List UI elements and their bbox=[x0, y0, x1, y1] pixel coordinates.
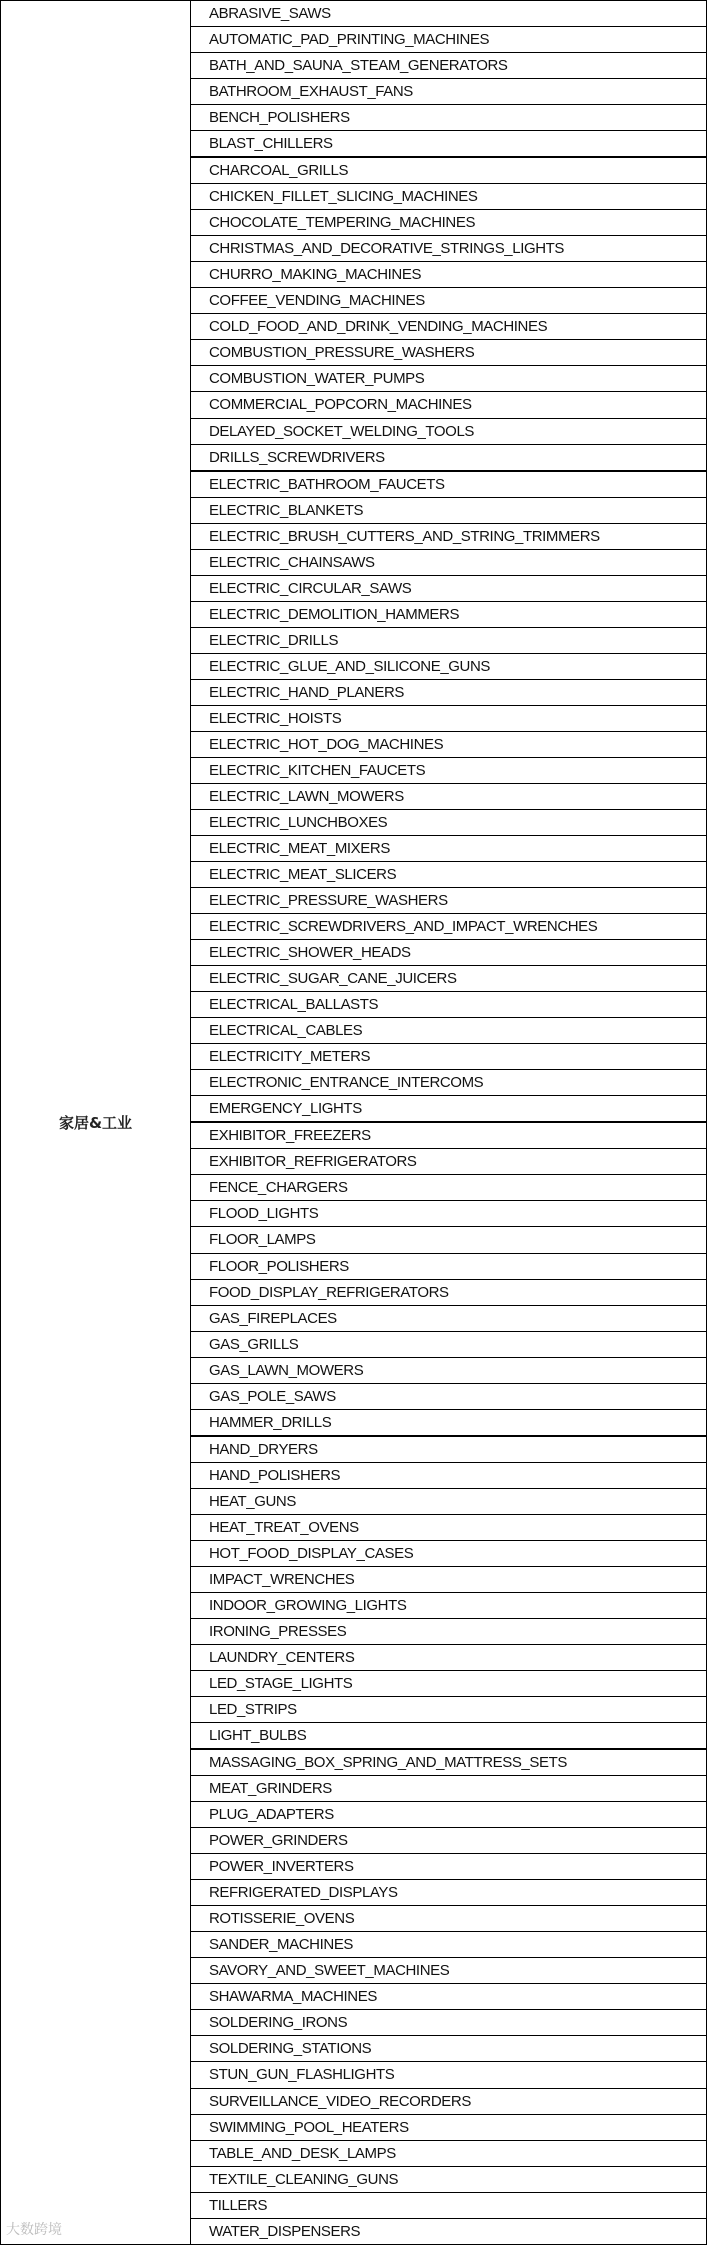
table-row: COMBUSTION_WATER_PUMPS bbox=[191, 365, 706, 391]
table-row: ELECTRIC_DRILLS bbox=[191, 627, 706, 653]
table-row: CHURRO_MAKING_MACHINES bbox=[191, 261, 706, 287]
table-row: AUTOMATIC_PAD_PRINTING_MACHINES bbox=[191, 26, 706, 52]
table-row: ELECTRIC_KITCHEN_FAUCETS bbox=[191, 757, 706, 783]
table-row: HEAT_GUNS bbox=[191, 1488, 706, 1514]
table-row: ELECTRIC_LAWN_MOWERS bbox=[191, 783, 706, 809]
table-row: SWIMMING_POOL_HEATERS bbox=[191, 2114, 706, 2140]
table-row: DRILLS_SCREWDRIVERS bbox=[191, 444, 706, 470]
table-row: ELECTRICAL_CABLES bbox=[191, 1017, 706, 1043]
table-row: SANDER_MACHINES bbox=[191, 1931, 706, 1957]
table-row: ELECTRIC_CIRCULAR_SAWS bbox=[191, 575, 706, 601]
table-row: COLD_FOOD_AND_DRINK_VENDING_MACHINES bbox=[191, 313, 706, 339]
table-row: GAS_FIREPLACES bbox=[191, 1305, 706, 1331]
table-row: INDOOR_GROWING_LIGHTS bbox=[191, 1592, 706, 1618]
table-row: ABRASIVE_SAWS bbox=[209, 5, 331, 23]
table-row: ELECTRIC_SCREWDRIVERS_AND_IMPACT_WRENCHES bbox=[191, 913, 706, 939]
table-row: LED_STAGE_LIGHTS bbox=[191, 1670, 706, 1696]
table-row: ELECTRIC_SUGAR_CANE_JUICERS bbox=[191, 965, 706, 991]
table-row: SOLDERING_STATIONS bbox=[191, 2035, 706, 2061]
table-row: BLAST_CHILLERS bbox=[191, 130, 706, 156]
table-row: POWER_INVERTERS bbox=[191, 1853, 706, 1879]
table-row: CHARCOAL_GRILLS bbox=[191, 156, 706, 183]
table-row: ROTISSERIE_OVENS bbox=[191, 1905, 706, 1931]
category-cell: 家居&工业 bbox=[1, 1, 191, 2244]
table-row: GAS_GRILLS bbox=[191, 1331, 706, 1357]
table-row: IRONING_PRESSES bbox=[191, 1618, 706, 1644]
table-row: ELECTRIC_CHAINSAWS bbox=[191, 549, 706, 575]
table-row: EMERGENCY_LIGHTS bbox=[191, 1095, 706, 1121]
table-row: HAMMER_DRILLS bbox=[191, 1409, 706, 1435]
table-row: BATHROOM_EXHAUST_FANS bbox=[191, 78, 706, 104]
table-row: SHAWARMA_MACHINES bbox=[191, 1983, 706, 2009]
table-row: MASSAGING_BOX_SPRING_AND_MATTRESS_SETS bbox=[191, 1748, 706, 1775]
table-row: EXHIBITOR_FREEZERS bbox=[191, 1121, 706, 1148]
table-row: FLOOD_LIGHTS bbox=[191, 1200, 706, 1226]
table-row: FLOOR_LAMPS bbox=[191, 1226, 706, 1252]
table-row: ELECTRIC_MEAT_MIXERS bbox=[191, 835, 706, 861]
table-row: HOT_FOOD_DISPLAY_CASES bbox=[191, 1540, 706, 1566]
table-row: ELECTRIC_LUNCHBOXES bbox=[191, 809, 706, 835]
table-row: ELECTRIC_GLUE_AND_SILICONE_GUNS bbox=[191, 653, 706, 679]
table-row: HEAT_TREAT_OVENS bbox=[191, 1514, 706, 1540]
table-row: LED_STRIPS bbox=[191, 1696, 706, 1722]
table-row: ELECTRIC_HOT_DOG_MACHINES bbox=[191, 731, 706, 757]
table-row: ELECTRICAL_BALLASTS bbox=[191, 991, 706, 1017]
table-row: HAND_DRYERS bbox=[191, 1435, 706, 1462]
table-row: FENCE_CHARGERS bbox=[191, 1174, 706, 1200]
table-row: DELAYED_SOCKET_WELDING_TOOLS bbox=[191, 418, 706, 444]
table-row: ELECTRIC_BLANKETS bbox=[191, 497, 706, 523]
table-row: TEXTILE_CLEANING_GUNS bbox=[191, 2166, 706, 2192]
table-row: CHICKEN_FILLET_SLICING_MACHINES bbox=[191, 183, 706, 209]
table-row: ELECTRIC_SHOWER_HEADS bbox=[191, 939, 706, 965]
table-row: FLOOR_POLISHERS bbox=[191, 1253, 706, 1279]
table-row: COMBUSTION_PRESSURE_WASHERS bbox=[191, 339, 706, 365]
table-row: CHRISTMAS_AND_DECORATIVE_STRINGS_LIGHTS bbox=[191, 235, 706, 261]
table-row: MEAT_GRINDERS bbox=[191, 1775, 706, 1801]
table-row: ELECTRIC_BRUSH_CUTTERS_AND_STRING_TRIMMERS bbox=[191, 523, 706, 549]
table-row: WATER_DISPENSERS bbox=[191, 2218, 706, 2244]
table-row: ELECTRIC_MEAT_SLICERS bbox=[191, 861, 706, 887]
table-row: LIGHT_BULBS bbox=[191, 1722, 706, 1748]
table-row: GAS_POLE_SAWS bbox=[191, 1383, 706, 1409]
table-row: POWER_GRINDERS bbox=[191, 1827, 706, 1853]
table-row: COFFEE_VENDING_MACHINES bbox=[191, 287, 706, 313]
table-row: LAUNDRY_CENTERS bbox=[191, 1644, 706, 1670]
table-row: HAND_POLISHERS bbox=[191, 1462, 706, 1488]
table-row: ELECTRIC_HOISTS bbox=[191, 705, 706, 731]
table-row: ELECTRIC_PRESSURE_WASHERS bbox=[191, 887, 706, 913]
table-row: STUN_GUN_FLASHLIGHTS bbox=[191, 2061, 706, 2087]
table-row: SURVEILLANCE_VIDEO_RECORDERS bbox=[191, 2088, 706, 2114]
table-row: ELECTRIC_DEMOLITION_HAMMERS bbox=[191, 601, 706, 627]
table-row: ELECTRIC_BATHROOM_FAUCETS bbox=[191, 470, 706, 497]
table-row: IMPACT_WRENCHES bbox=[191, 1566, 706, 1592]
table-row: SAVORY_AND_SWEET_MACHINES bbox=[191, 1957, 706, 1983]
table-row: TILLERS bbox=[191, 2192, 706, 2218]
table-row: SOLDERING_IRONS bbox=[191, 2009, 706, 2035]
table-row: GAS_LAWN_MOWERS bbox=[191, 1357, 706, 1383]
table-row: PLUG_ADAPTERS bbox=[191, 1801, 706, 1827]
table-row: FOOD_DISPLAY_REFRIGERATORS bbox=[191, 1279, 706, 1305]
table-row: EXHIBITOR_REFRIGERATORS bbox=[191, 1148, 706, 1174]
table-row: BATH_AND_SAUNA_STEAM_GENERATORS bbox=[191, 52, 706, 78]
table-row: CHOCOLATE_TEMPERING_MACHINES bbox=[191, 209, 706, 235]
table-row: COMMERCIAL_POPCORN_MACHINES bbox=[191, 391, 706, 417]
table-row: TABLE_AND_DESK_LAMPS bbox=[191, 2140, 706, 2166]
table-row: BENCH_POLISHERS bbox=[191, 104, 706, 130]
table-row: ELECTRONIC_ENTRANCE_INTERCOMS bbox=[191, 1069, 706, 1095]
product-type-list bbox=[191, 1, 706, 2244]
watermark: 大数跨境 bbox=[6, 2222, 62, 2238]
table-row: ELECTRICITY_METERS bbox=[191, 1043, 706, 1069]
table-row: ELECTRIC_HAND_PLANERS bbox=[191, 679, 706, 705]
table-row: REFRIGERATED_DISPLAYS bbox=[191, 1879, 706, 1905]
